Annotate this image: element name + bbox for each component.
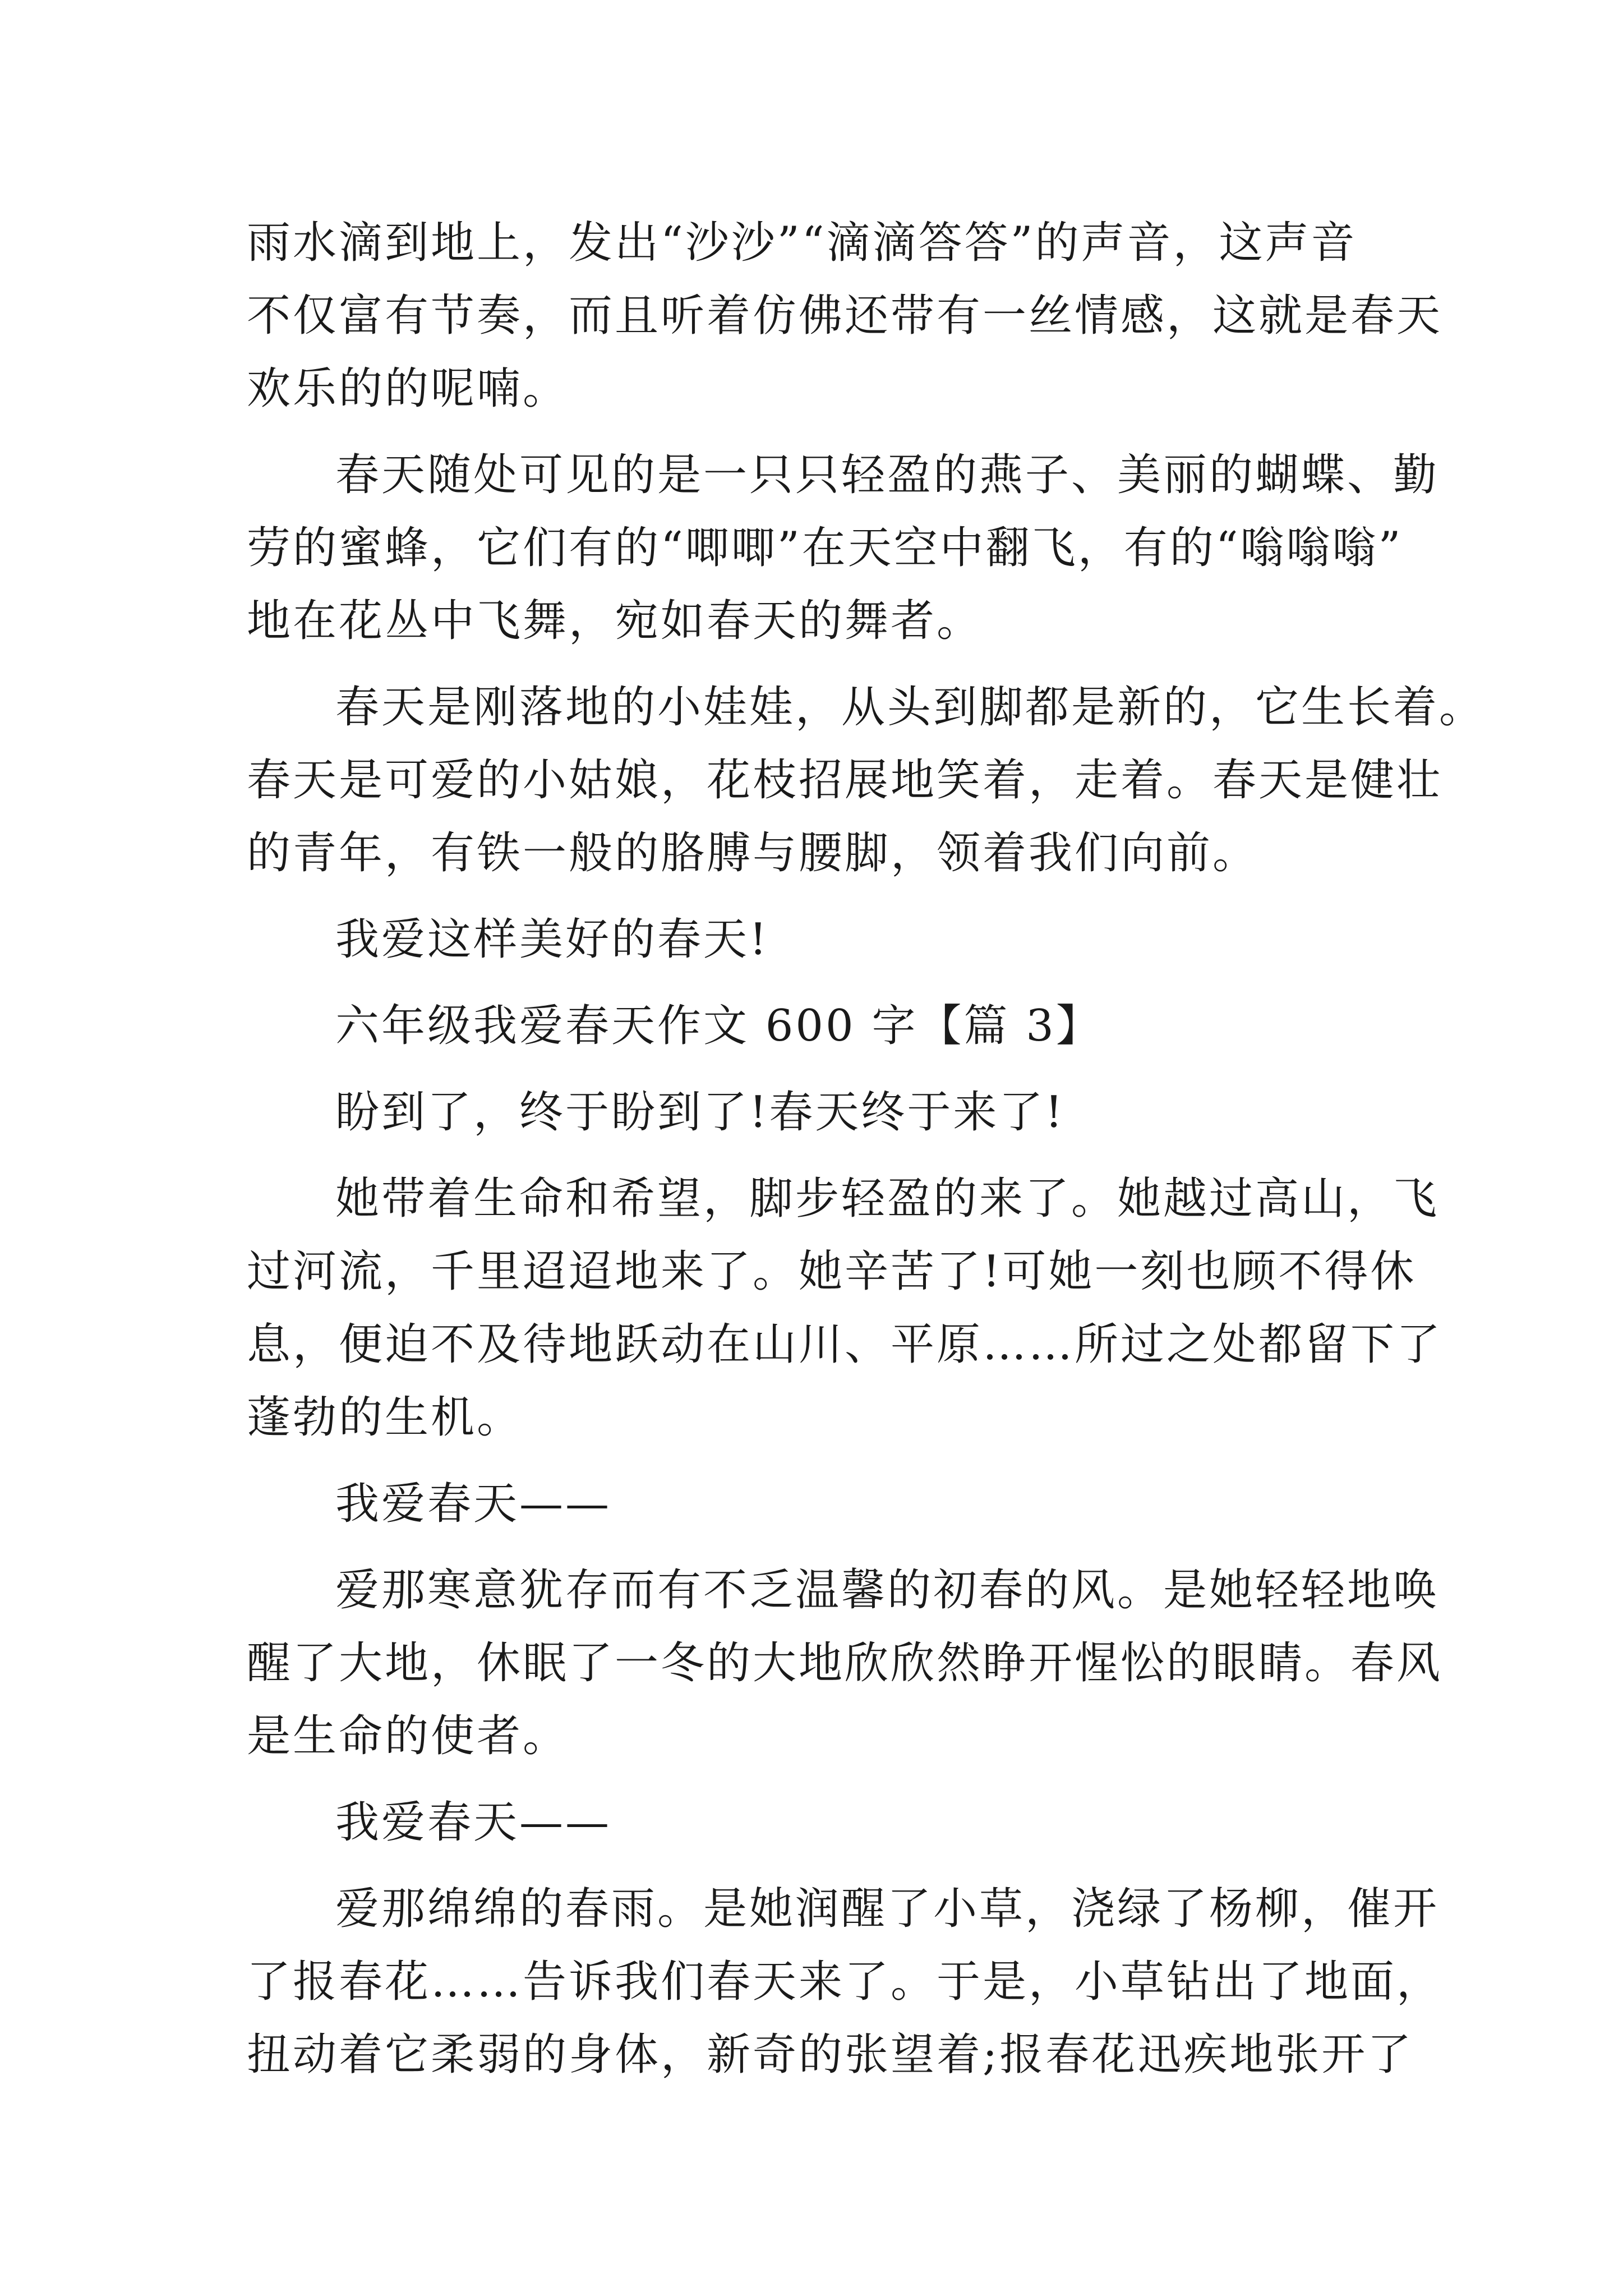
section-heading: 六年级我爱春天作文 600 字【篇 3】 — [335, 1001, 1102, 1051]
text-line: 过河流，千里迢迢地来了。她辛苦了!可她一刻也顾不得休 — [247, 1246, 1417, 1297]
text-line: 地在花丛中飞舞，宛如春天的舞者。 — [247, 596, 983, 646]
text-line: 是生命的使者。 — [247, 1711, 569, 1761]
text-line: 劳的蜜蜂，它们有的“唧唧”在天空中翻飞，有的“嗡嗡嗡” — [247, 523, 1403, 573]
text-line: 雨水滴到地上，发出“沙沙”“滴滴答答”的声音，这声音 — [247, 218, 1357, 268]
text-line: 爱那寒意犹存而有不乏温馨的初春的风。是她轻轻地唤 — [335, 1565, 1440, 1616]
text-line: 我爱春天—— — [335, 1479, 612, 1529]
text-line: 春天随处可见的是一只只轻盈的燕子、美丽的蝴蝶、勤 — [335, 450, 1440, 500]
text-line: 我爱春天—— — [335, 1797, 612, 1848]
text-line: 春天是刚落地的小娃娃，从头到脚都是新的，它生长着。 — [335, 682, 1486, 733]
text-line: 欢乐的的呢喃。 — [247, 364, 569, 414]
text-line: 春天是可爱的小姑娘，花枝招展地笑着，走着。春天是健壮 — [247, 755, 1443, 806]
text-line: 的青年，有铁一般的胳膊与腰脚，领着我们向前。 — [247, 828, 1259, 878]
text-line: 了报春花……告诉我们春天来了。于是，小草钻出了地面， — [247, 1957, 1443, 2007]
text-line: 蓬勃的生机。 — [247, 1392, 523, 1443]
text-line: 她带着生命和希望，脚步轻盈的来了。她越过高山，飞 — [335, 1174, 1440, 1224]
text-line: 醒了大地，休眠了一冬的大地欣欣然睁开惺忪的眼睛。春风 — [247, 1638, 1443, 1688]
text-line: 我爱这样美好的春天! — [335, 914, 769, 965]
text-line: 盼到了，终于盼到了!春天终于来了! — [335, 1087, 1065, 1138]
text-line: 扭动着它柔弱的身体，新奇的张望着;报春花迅疾地张开了 — [247, 2030, 1414, 2080]
text-line: 不仅富有节奏，而且听着仿佛还带有一丝情感，这就是春天 — [247, 291, 1443, 341]
text-line: 息，便迫不及待地跃动在山川、平原……所过之处都留下了 — [247, 1319, 1443, 1370]
text-line: 爱那绵绵的春雨。是她润醒了小草，浇绿了杨柳，催开 — [335, 1884, 1440, 1934]
